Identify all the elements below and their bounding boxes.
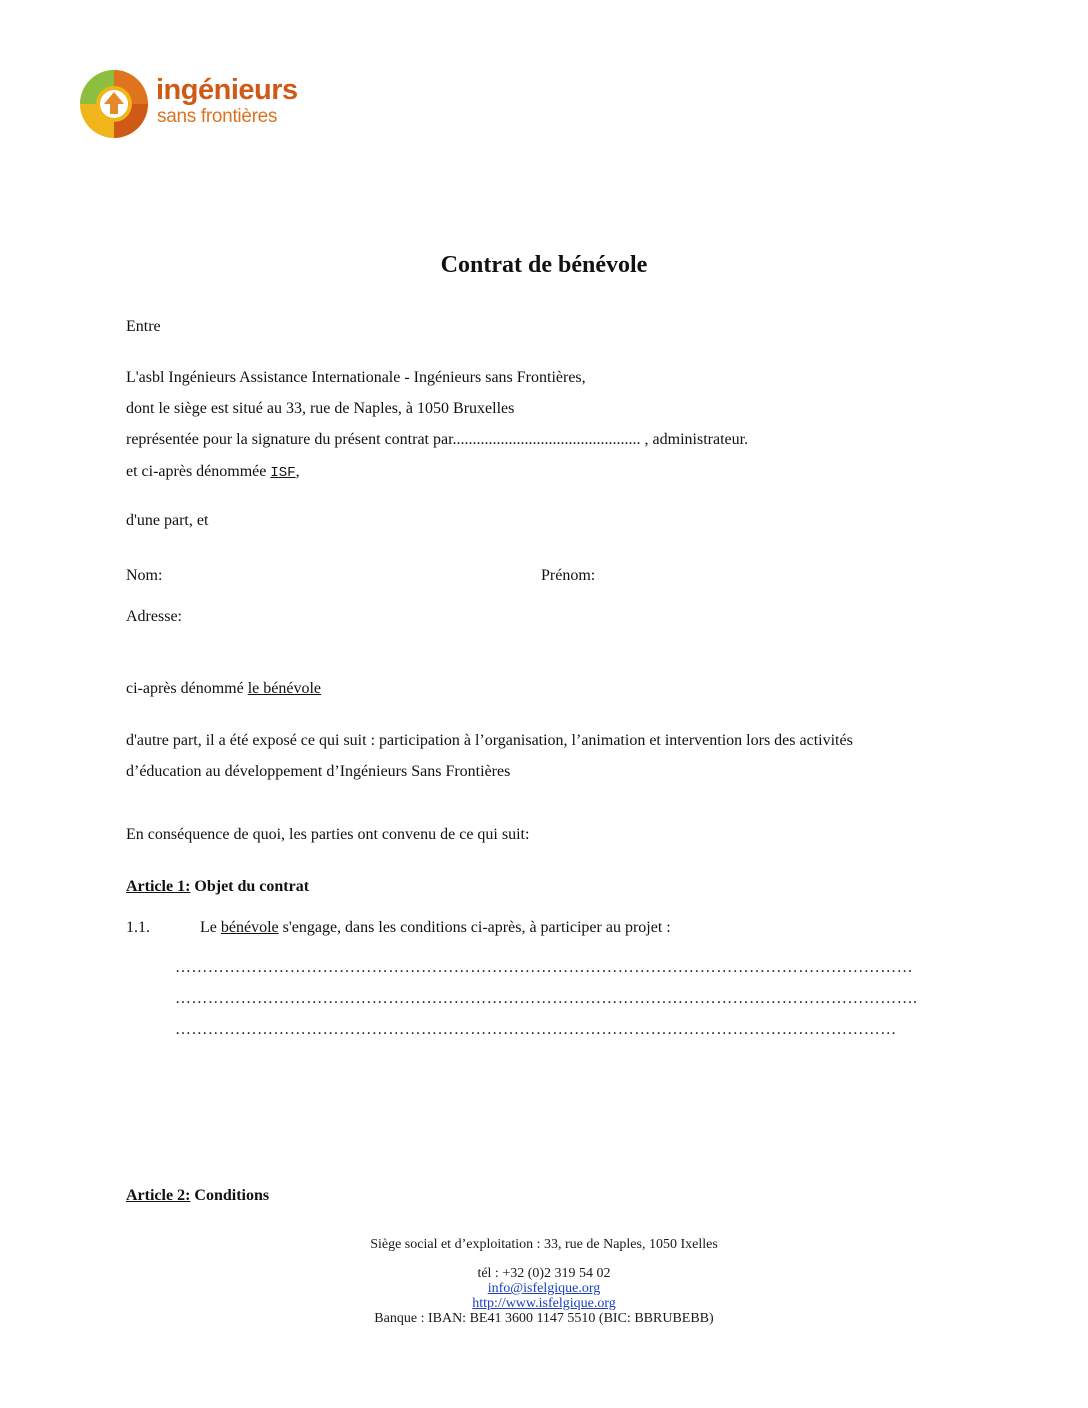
exposed-line-1: d'autre part, il a été exposé ce qui suit : participation à l’organisation, l’animation et intervention lors des activités xyxy=(126,732,853,749)
dotted-line-3: …………………………………………………………………………………………………………………… xyxy=(175,1021,897,1038)
article-1-heading xyxy=(126,877,309,897)
document-title: Contrat de bénévole xyxy=(440,252,648,278)
org-line-4 xyxy=(126,462,300,483)
article-2-title: Conditions xyxy=(190,1187,270,1204)
dotted-line-2: ………………………………………………………………………………………………………………………. xyxy=(175,990,918,1007)
volunteer-prefix: ci-après dénommé xyxy=(126,680,248,697)
adresse-field-label: Adresse: xyxy=(126,608,182,625)
clause-benevole: bénévole xyxy=(220,919,279,936)
logo-text-line1: ingénieurs xyxy=(156,74,298,106)
org-line-2: dont le siège est situé au 33, rue de Naples, à 1050 Bruxelles xyxy=(126,400,515,417)
exposed-line-2: d’éducation au développement d’Ingénieurs Sans Frontières xyxy=(126,763,511,780)
volunteer-name: le bénévole xyxy=(247,680,322,697)
logo xyxy=(74,64,298,144)
clause-suffix: s'engage, dans les conditions ci-après, à participer au projet : xyxy=(278,919,671,936)
prenom-field-label: Prénom: xyxy=(541,567,596,584)
article-2-label: Article 2: xyxy=(126,1187,191,1204)
article-1-title: Objet du contrat xyxy=(190,878,310,895)
consequence-paragraph: En conséquence de quoi, les parties ont convenu de ce qui suit: xyxy=(126,826,530,843)
footer-address: Siège social et d’exploitation : 33, rue de Naples, 1050 Ixelles xyxy=(370,1237,718,1252)
clause-prefix: Le xyxy=(200,919,221,936)
dotted-line-1: ……………………………………………………………………………………………………………………… xyxy=(175,959,913,976)
nom-field-label: Nom: xyxy=(126,567,163,584)
une-part-label: d'une part, et xyxy=(126,512,209,529)
org-line-4-suffix: , xyxy=(295,463,300,480)
org-line-3: représentée pour la signature du présent contrat par............................................... , administrateur. xyxy=(126,431,749,448)
volunteer-designation xyxy=(126,679,321,699)
footer-website-link[interactable]: http://www.isfelgique.org xyxy=(472,1296,616,1311)
org-line-4-prefix: et ci-après dénommée xyxy=(126,463,271,480)
footer-bank: Banque : IBAN: BE41 3600 1147 5510 (BIC: BBRUBEBB) xyxy=(374,1311,714,1326)
entre-label: Entre xyxy=(126,318,161,335)
clause-1-1-text xyxy=(200,918,671,938)
article-2-heading xyxy=(126,1186,269,1206)
footer-email-link[interactable]: info@isfelgique.org xyxy=(487,1281,601,1296)
clause-1-1-number: 1.1. xyxy=(126,919,150,936)
logo-text-line2: sans frontières xyxy=(157,106,278,127)
org-line-1: L'asbl Ingénieurs Assistance Internationale - Ingénieurs sans Frontières, xyxy=(126,369,586,386)
footer-phone: tél : +32 (0)2 319 54 02 xyxy=(477,1266,611,1281)
footer-website-row xyxy=(0,1296,1088,1312)
logo-swirl-icon xyxy=(74,64,156,144)
article-1-label: Article 1: xyxy=(126,878,191,895)
footer-email-row xyxy=(0,1281,1088,1297)
isf-abbreviation: ISF xyxy=(270,465,296,481)
